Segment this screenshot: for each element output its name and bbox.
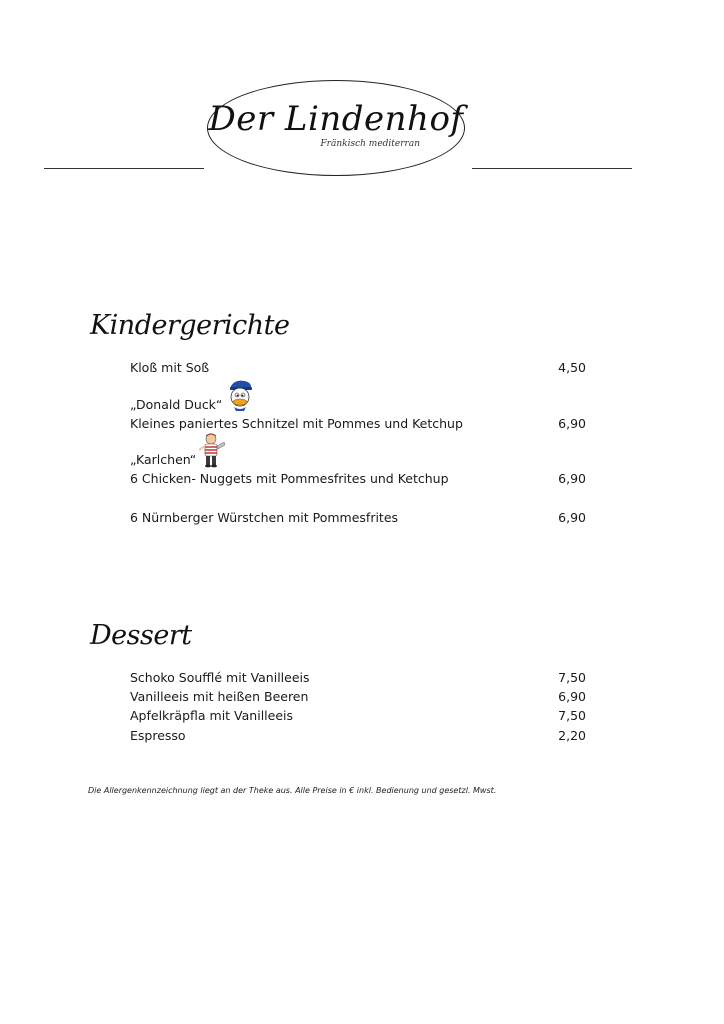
item-name: Kleines paniertes Schnitzel mit Pommes und Ketchup	[130, 416, 463, 431]
menu-item-heading	[130, 397, 586, 413]
item-price: 7,50	[558, 708, 586, 723]
menu-item	[130, 670, 586, 686]
menu-item	[130, 708, 586, 724]
menu-item	[130, 360, 586, 376]
allergen-footnote: Die Allergenkennzeichnung liegt an der Theke aus. Alle Preise in € inkl. Bedienung und gesetzl. Mwst.	[88, 786, 497, 795]
item-price: 6,90	[558, 471, 586, 486]
item-name: Kloß mit Soß	[130, 360, 210, 375]
item-price: 2,20	[558, 728, 586, 743]
item-name: 6 Nürnberger Würstchen mit Pommesfrites	[130, 510, 399, 525]
item-price: 4,50	[558, 360, 586, 375]
menu-item	[130, 471, 586, 487]
menu-item	[130, 689, 586, 705]
donald-duck-icon	[224, 378, 256, 412]
item-price: 7,50	[558, 670, 586, 685]
item-price: 6,90	[558, 689, 586, 704]
karlchen-icon	[196, 432, 226, 468]
item-name: 6 Chicken- Nuggets mit Pommesfrites und Ketchup	[130, 471, 449, 486]
logo-title: Der Lindenhof	[208, 99, 464, 139]
item-price: 6,90	[558, 510, 586, 525]
item-heading: „Donald Duck“	[130, 397, 223, 412]
section-title-kids: Kindergerichte	[90, 310, 290, 341]
item-heading: „Karlchen“	[130, 452, 197, 467]
header-rule-right	[472, 168, 632, 169]
menu-item	[130, 728, 586, 744]
header-rule-left	[44, 168, 204, 169]
menu-item	[130, 416, 586, 432]
restaurant-logo	[207, 80, 465, 176]
item-price: 6,90	[558, 416, 586, 431]
item-name: Vanilleeis mit heißen Beeren	[130, 689, 309, 704]
item-name: Espresso	[130, 728, 186, 743]
item-name: Schoko Soufflé mit Vanilleeis	[130, 670, 310, 685]
section-title-dessert: Dessert	[90, 620, 192, 651]
logo-subtitle: Fränkisch mediterran	[320, 139, 420, 149]
item-name: Apfelkräpfla mit Vanilleeis	[130, 708, 294, 723]
menu-item	[130, 510, 586, 526]
